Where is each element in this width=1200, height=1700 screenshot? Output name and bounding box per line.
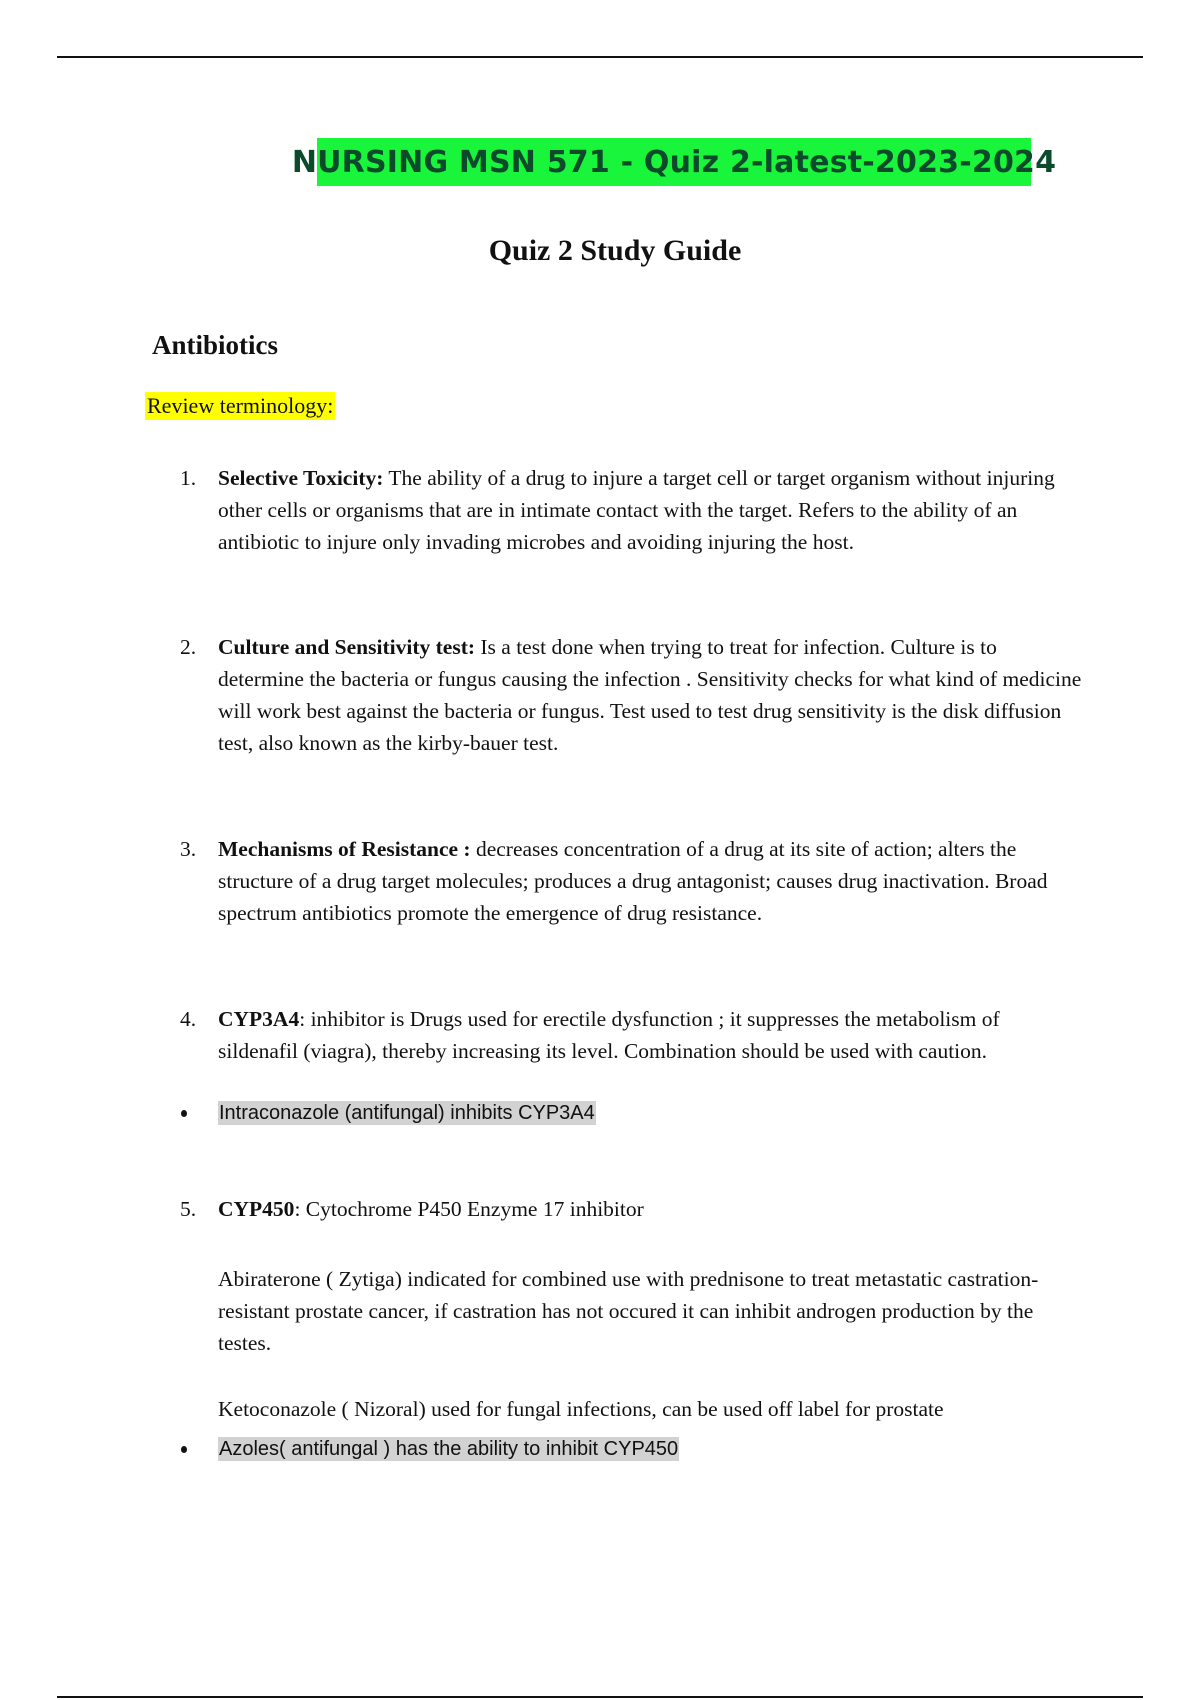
review-terminology-label: Review terminology: [147, 393, 334, 418]
list-item-text: : Cytochrome P450 Enzyme 17 inhibitor [294, 1197, 644, 1221]
list-item-number: 3. [180, 837, 197, 861]
list-item-term: Culture and Sensitivity test: [218, 635, 476, 659]
list-item-term: CYP3A4 [218, 1007, 300, 1031]
top-rule [57, 56, 1143, 58]
bullet-item [180, 1435, 1080, 1463]
list-item-text: The ability of a drug to injure a target cell or target organism without injuring other cells or organisms that are in intimate contact with the target. Refers to the ability of an antibiotic to injure only invading microbes and avoiding injuring the host. [218, 466, 1055, 554]
list-item-number: 4. [180, 1007, 197, 1031]
document-banner-title: NURSING MSN 571 - Quiz 2-latest-2023-2024 [317, 138, 1031, 186]
list-item-cyp3a4 [180, 1003, 1085, 1067]
bullet-item [180, 1099, 1080, 1127]
list-item-text: Is a test done when trying to treat for infection. Culture is to determine the bacteria or fungus causing the infection . Sensitivity checks for what kind of medicine will work best against the bacteria or fungus. Test used to test drug sensitivity is the disk diffusion test, also known as the kirby-bauer test. [218, 635, 1082, 755]
paragraph-abiraterone: Abiraterone ( Zytiga) indicated for combined use with prednisone to treat metastatic castration-resistant prostate cancer, if castration has not occured it can inhibit androgen production by the testes. [218, 1267, 1039, 1355]
bullet-dot-icon [181, 1446, 187, 1453]
list-item-text: decreases concentration of a drug at its site of action; alters the structure of a drug target molecules; produces a drug antagonist; causes drug inactivation. Broad spectrum antibiotics promote the emergence of drug resistance. [218, 837, 1048, 925]
list-item-cyp450 [180, 1193, 1085, 1225]
list-item-number: 2. [180, 635, 197, 659]
list-item-term: CYP450 [218, 1197, 295, 1221]
list-item-culture-sensitivity [180, 631, 1085, 759]
bullet-text: Azoles( antifungal ) has the ability to inhibit CYP450 [219, 1438, 679, 1460]
bullet-text: Intraconazole (antifungal) inhibits CYP3A4 [219, 1102, 595, 1124]
list-item-term: Mechanisms of Resistance : [218, 837, 471, 861]
list-item-number: 5. [180, 1197, 197, 1221]
bullet-dot-icon [181, 1110, 187, 1117]
list-item-text: : inhibitor is Drugs used for erectile dysfunction ; it suppresses the metabolism of sildenafil (viagra), thereby increasing its level. Combination should be used with caution. [218, 1007, 1000, 1063]
paragraph-ketoconazole: Ketoconazole ( Nizoral) used for fungal infections, can be used off label for prostate [218, 1397, 944, 1421]
list-item-mechanisms-of-resistance [180, 833, 1085, 929]
list-item-term: Selective Toxicity: [218, 466, 384, 490]
list-item-selective-toxicity [180, 462, 1085, 558]
bottom-rule [57, 1696, 1143, 1698]
section-heading: Antibiotics [152, 330, 279, 360]
list-item-number: 1. [180, 466, 197, 490]
page-title: Quiz 2 Study Guide [488, 234, 742, 267]
